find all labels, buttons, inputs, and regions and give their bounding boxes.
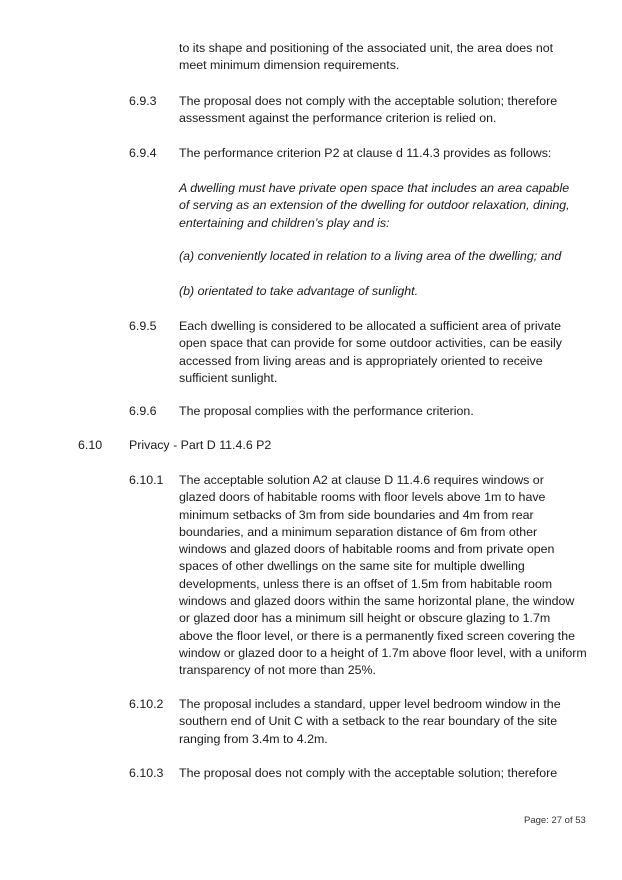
quoted-criterion-item-b	[179, 283, 589, 300]
text-line: spaces of other dwellings on the same site for multiple dwelling	[179, 559, 525, 574]
quoted-criterion-item-a	[179, 248, 589, 265]
paragraph-6-9-3	[179, 93, 589, 128]
text-line: The proposal complies with the performance criterion.	[179, 404, 474, 418]
text-line: southern end of Unit C with a setback to the rear boundary of the site	[179, 714, 558, 729]
paragraph-6-9-5	[179, 318, 589, 387]
text-line: boundaries, and a minimum separation distance of 6m from other	[179, 524, 538, 539]
continuation-paragraph	[179, 40, 589, 75]
text-line: The proposal does not comply with the acceptable solution; therefore	[179, 766, 558, 780]
text-line: to its shape and positioning of the associated unit, the area does not	[179, 41, 554, 55]
text-line: Each dwelling is considered to be allocated a sufficient area of private	[179, 319, 562, 333]
text-line: sufficient sunlight.	[179, 370, 278, 385]
paragraph-number-6-9-3: 6.9.3	[129, 94, 157, 108]
page-number-footer: Page: 27 of 53	[524, 815, 586, 826]
text-line: or glazed door has a minimum sill height or obscure glazing to 1.7m	[179, 611, 551, 626]
text-line: accessed from living areas and is appropriately oriented to receive	[179, 353, 543, 368]
paragraph-number-6-9-4: 6.9.4	[129, 146, 157, 160]
paragraph-number-6-9-5: 6.9.5	[129, 319, 157, 333]
text-line: of serving as an extension of the dwelling for outdoor relaxation, dining,	[179, 198, 570, 213]
text-line: ranging from 3.4m to 4.2m.	[179, 731, 328, 746]
text-line: glazed doors of habitable rooms with floor levels above 1m to have	[179, 490, 546, 505]
section-heading-privacy: Privacy - Part D 11.4.6 P2	[129, 438, 272, 452]
text-line: transparency of not more than 25%.	[179, 663, 376, 678]
text-line: assessment against the performance criterion is relied on.	[179, 111, 497, 126]
text-line: meet minimum dimension requirements.	[179, 58, 400, 73]
text-line: The acceptable solution A2 at clause D 11.4.6 requires windows or	[179, 473, 544, 487]
paragraph-6-10-3	[179, 765, 589, 782]
text-line: window or glazed door to a height of 1.7m above floor level, with a uniform	[179, 645, 587, 660]
text-line: (b) orientated to take advantage of sunlight.	[179, 284, 419, 298]
text-line: The proposal includes a standard, upper level bedroom window in the	[179, 697, 561, 711]
paragraph-number-6-10-2: 6.10.2	[129, 697, 164, 711]
text-line: minimum setbacks of 3m from side boundaries and 4m from rear	[179, 507, 534, 522]
text-line: (a) conveniently located in relation to a living area of the dwelling; and	[179, 249, 562, 263]
paragraph-6-9-6	[179, 403, 589, 420]
text-line: entertaining and children’s play and is:	[179, 215, 390, 230]
text-line: open space that can provide for some outdoor activities, can be easily	[179, 336, 562, 351]
text-line: above the floor level, or there is a permanently fixed screen covering the	[179, 628, 576, 643]
paragraph-number-6-10-1: 6.10.1	[129, 473, 164, 487]
text-line: The proposal does not comply with the acceptable solution; therefore	[179, 94, 558, 108]
text-line: The performance criterion P2 at clause d 11.4.3 provides as follows:	[179, 146, 552, 160]
paragraph-number-6-9-6: 6.9.6	[129, 404, 157, 418]
paragraph-6-10-2	[179, 696, 589, 748]
text-line: A dwelling must have private open space that includes an area capable	[179, 181, 570, 195]
section-number-6-10: 6.10	[78, 438, 103, 452]
paragraph-number-6-10-3: 6.10.3	[129, 766, 164, 780]
paragraph-6-10-1	[179, 472, 589, 680]
quoted-criterion	[179, 180, 589, 232]
text-line: windows and glazed doors of habitable rooms and from private open	[179, 542, 555, 557]
text-line: windows and glazed doors within the same horizontal plane, the window	[179, 594, 575, 609]
paragraph-6-9-4	[179, 145, 589, 162]
text-line: developments, unless there is an offset of 1.5m from habitable room	[179, 576, 553, 591]
